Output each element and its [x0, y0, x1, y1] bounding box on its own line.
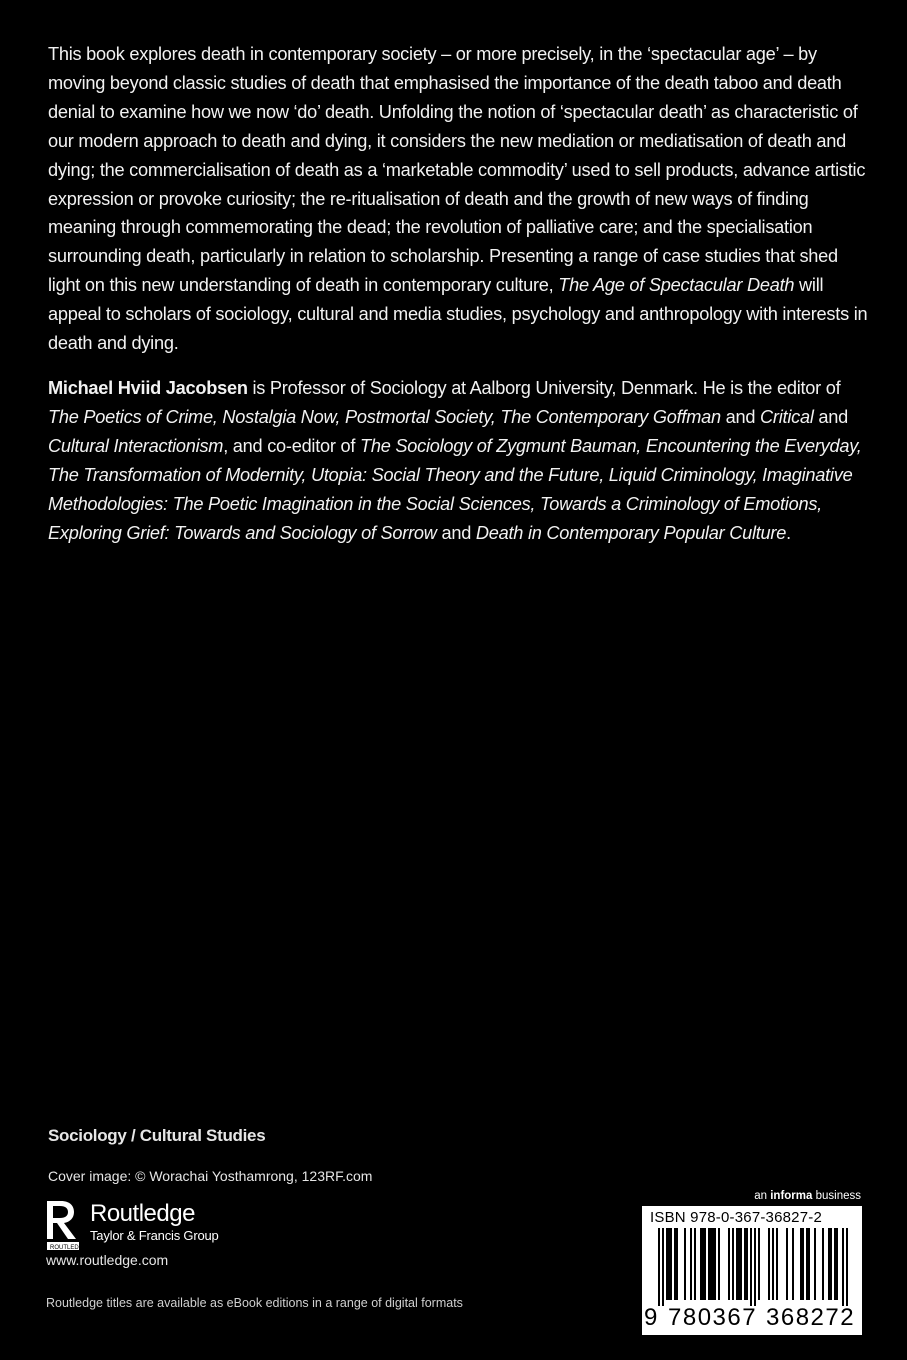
author-bio-paragraph: [48, 374, 870, 547]
isbn-barcode: [642, 1206, 862, 1335]
barcode-digits: [642, 1304, 862, 1332]
coedited-books-last: Death in Contemporary Popular Culture: [475, 522, 787, 543]
barcode-bar: [822, 1228, 824, 1300]
barcode-bar: [662, 1228, 664, 1306]
barcode-bar: [800, 1228, 802, 1300]
isbn-label: ISBN 978-0-367-36827-2: [650, 1209, 823, 1226]
barcode-bar: [842, 1228, 844, 1306]
barcode-bar: [658, 1228, 660, 1306]
barcode-bar: [710, 1228, 712, 1300]
barcode-digit-first: 9: [644, 1304, 658, 1331]
barcode-digits-right: 368272: [766, 1304, 856, 1331]
barcode-bar: [674, 1228, 676, 1300]
barcode-bar: [806, 1228, 808, 1300]
barcode-bar: [830, 1228, 832, 1300]
barcode-bar: [736, 1228, 738, 1300]
barcode-bar: [694, 1228, 696, 1300]
back-cover-blurb: [48, 40, 870, 547]
tagline-prefix: an: [754, 1190, 771, 1202]
barcode-bars: [642, 1226, 862, 1306]
barcode-bar: [732, 1228, 734, 1300]
barcode-bar: [712, 1228, 714, 1300]
tagline-brand: informa: [770, 1190, 813, 1202]
bio-connector: and: [436, 522, 476, 543]
author-bio-text: is Professor of Sociology at Aalborg University, Denmark. He is the editor of: [247, 377, 841, 398]
barcode-digits-left: 780367: [668, 1304, 758, 1331]
barcode-bar: [738, 1228, 740, 1300]
barcode-bar: [690, 1228, 692, 1300]
barcode-bar: [744, 1228, 746, 1300]
barcode-bar: [808, 1228, 810, 1300]
barcode-bar: [814, 1228, 816, 1300]
barcode-bar: [776, 1228, 778, 1300]
publisher-name: Routledge: [90, 1200, 195, 1227]
barcode-bar: [750, 1228, 752, 1306]
informa-tagline: [754, 1190, 861, 1202]
bio-end: .: [786, 522, 791, 543]
description-text: This book explores death in contemporary society – or more precisely, in the ‘spectacular age’ – by moving beyond classic studies of death that emphasised the importance of the death taboo and death denial to examine how we now ‘do’ death. Unfolding the notion of ‘spectacular death’ as characteristic of our modern approach to death and dying, it considers the new mediation or mediatisation of death and dying; the commercialisation of death as a ‘marketable commodity’ used to sell products, advance artistic expression or provoke curiosity; the re-ritualisation of death and the growth of new ways of finding meaning through commemorating the dead; the revolution of palliative care; and the specialisation surrounding death, particularly in relation to scholarship. Presenting a range of case studies that shed light on this new understanding of death in contemporary culture,: [48, 44, 866, 296]
barcode-bar: [708, 1228, 710, 1300]
barcode-bar: [836, 1228, 838, 1300]
author-name: Michael Hviid Jacobsen: [48, 377, 248, 398]
barcode-bar: [704, 1228, 706, 1300]
barcode-bar: [802, 1228, 804, 1300]
barcode-bar: [754, 1228, 756, 1306]
barcode-bar: [772, 1228, 774, 1300]
barcode-bar: [758, 1228, 760, 1300]
barcode-bar: [668, 1228, 670, 1300]
barcode-bar: [846, 1228, 848, 1306]
ebook-availability-note: Routledge titles are available as eBook editions in a range of digital formats: [46, 1296, 463, 1310]
subject-category: Sociology / Cultural Studies: [48, 1126, 266, 1145]
edited-books-3: Cultural Interactionism: [48, 435, 224, 456]
barcode-bar: [684, 1228, 686, 1300]
routledge-r-logo-icon: [46, 1199, 88, 1251]
bio-connector: , and co-editor of: [223, 435, 360, 456]
coedited-books: The Sociology of Zygmunt Bauman, Encountering the Everyday, The Transformation of Modernity, Utopia: Social Theory and the Future, Liquid Criminology, Imaginative Methodologies: The Poetic Imagination in the Social Sciences, Towards a Criminology of Emotions, Exploring Grief: Towards and Sociology of Sorrow: [48, 435, 862, 543]
barcode-bar: [828, 1228, 830, 1300]
barcode-bar: [786, 1228, 788, 1300]
description-text-end: will appeal to scholars of sociology, cultural and media studies, psychology and anthropology with interests in death and dying.: [48, 275, 868, 354]
edited-books-2: Critical: [760, 406, 814, 427]
bio-connector: and: [813, 406, 849, 427]
svg-text:ROUTLEDGE: ROUTLEDGE: [50, 1245, 88, 1251]
barcode-bar: [740, 1228, 742, 1300]
barcode-bar: [718, 1228, 720, 1300]
publisher-logo: [46, 1199, 219, 1251]
barcode-bar: [746, 1228, 748, 1300]
barcode-bar: [676, 1228, 678, 1300]
barcode-bar: [714, 1228, 716, 1300]
barcode-bar: [670, 1228, 672, 1300]
tagline-suffix: business: [812, 1190, 861, 1202]
barcode-bar: [728, 1228, 730, 1300]
barcode-bar: [700, 1228, 702, 1300]
bio-connector: and: [720, 406, 761, 427]
edited-books-1: The Poetics of Crime, Nostalgia Now, Postmortal Society, The Contemporary Goffman: [48, 406, 721, 427]
barcode-bar: [702, 1228, 704, 1300]
cover-image-credit: Cover image: © Worachai Yosthamrong, 123RF.com: [48, 1168, 373, 1184]
barcode-bar: [768, 1228, 770, 1300]
barcode-bar: [834, 1228, 836, 1300]
barcode-bar: [666, 1228, 668, 1300]
publisher-website: www.routledge.com: [46, 1252, 169, 1268]
description-paragraph: [48, 40, 870, 358]
publisher-group: Taylor & Francis Group: [90, 1228, 219, 1243]
barcode-bar: [792, 1228, 794, 1300]
book-title: The Age of Spectacular Death: [558, 275, 795, 296]
